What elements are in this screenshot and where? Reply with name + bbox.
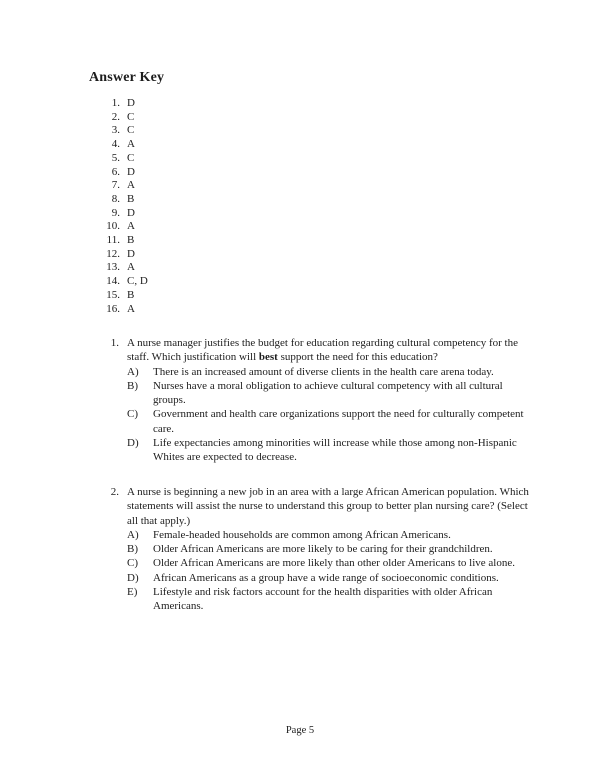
answer-row xyxy=(89,166,148,180)
question-number: 1. xyxy=(110,337,119,349)
answer-row xyxy=(89,303,148,317)
answer-value: B xyxy=(127,288,135,301)
option-text: Female-headed households are common among African Americans. xyxy=(153,528,451,541)
option-row xyxy=(127,379,537,408)
answer-value: A xyxy=(127,220,135,233)
answer-row xyxy=(89,179,148,193)
answer-value: C xyxy=(127,151,135,164)
option-letter: A) xyxy=(127,528,139,541)
answer-row xyxy=(89,207,148,221)
answer-value: B xyxy=(127,192,135,205)
answer-value: D xyxy=(127,165,135,178)
answer-number: 2. xyxy=(111,110,120,123)
answer-number: 1. xyxy=(111,97,120,109)
answer-number: 9. xyxy=(111,206,120,219)
option-letter: B) xyxy=(127,543,138,556)
stem-text-before: A nurse manager justifies the budget for education regarding cultural competency for the staff. Which justification will xyxy=(127,337,518,364)
answer-row xyxy=(89,138,148,152)
answer-row xyxy=(89,234,148,248)
option-row xyxy=(127,556,537,570)
option-text: African Americans as a group have a wide range of socioeconomic conditions. xyxy=(153,571,499,584)
answer-row xyxy=(89,248,148,262)
question-body xyxy=(127,485,537,614)
option-letter: E) xyxy=(127,586,138,599)
answer-number: 12. xyxy=(106,247,120,260)
stem-text-before: A nurse is beginning a new job in an area with a large African American population. Which statements will assist the nurse to understand this group to better plan nursing care? (Select all that apply.) xyxy=(127,486,529,527)
answer-row xyxy=(89,220,148,234)
answer-value: D xyxy=(127,247,135,260)
answer-row xyxy=(89,289,148,303)
answer-number: 11. xyxy=(106,234,120,247)
answer-row xyxy=(89,124,148,138)
option-row xyxy=(127,436,537,465)
answer-value: A xyxy=(127,302,135,315)
answer-number: 16. xyxy=(106,302,120,315)
answer-value: C xyxy=(127,124,135,137)
option-row xyxy=(127,365,537,379)
answer-key-list xyxy=(89,97,148,316)
answer-number: 5. xyxy=(111,151,120,164)
option-letter: D) xyxy=(127,571,139,584)
question-body xyxy=(127,336,537,465)
option-text: Nurses have a moral obligation to achieve cultural competency with all cultural groups. xyxy=(153,379,503,407)
answer-number: 8. xyxy=(111,192,120,205)
answer-number: 6. xyxy=(111,165,120,178)
answer-row xyxy=(89,193,148,207)
question-number: 2. xyxy=(110,486,119,498)
answer-number: 13. xyxy=(106,261,120,274)
option-row xyxy=(127,585,537,614)
option-text: Older African Americans are more likely to be caring for their grandchildren. xyxy=(153,543,493,556)
answer-number: 15. xyxy=(106,288,120,301)
answer-number: 3. xyxy=(111,124,120,137)
option-letter: B) xyxy=(127,379,138,392)
answer-row xyxy=(89,261,148,275)
option-row xyxy=(127,571,537,585)
answer-value: D xyxy=(127,206,135,219)
option-letter: C) xyxy=(127,557,138,570)
answer-row xyxy=(89,275,148,289)
options-list xyxy=(127,365,537,465)
answer-row xyxy=(89,152,148,166)
answer-key-heading: Answer Key xyxy=(89,70,165,85)
question-2 xyxy=(100,485,537,614)
answer-value: D xyxy=(127,97,135,109)
answer-value: C, D xyxy=(127,275,148,288)
question-stem xyxy=(127,336,537,365)
option-letter: A) xyxy=(127,365,139,378)
question-1 xyxy=(100,336,537,465)
option-row xyxy=(127,407,537,436)
page-number: Page 5 xyxy=(285,725,315,736)
answer-value: A xyxy=(127,261,135,274)
option-row xyxy=(127,528,537,542)
option-text: Life expectancies among minorities will increase while those among non-Hispanic Whites are expected to decrease. xyxy=(153,437,517,464)
option-text: Government and health care organizations support the need for culturally competent care. xyxy=(153,408,524,435)
answer-value: C xyxy=(127,110,135,123)
option-text: Older African Americans are more likely than other older Americans to live alone. xyxy=(153,557,515,570)
option-row xyxy=(127,542,537,556)
answer-row xyxy=(89,111,148,125)
stem-text-after: support the need for this education? xyxy=(277,351,438,364)
answer-number: 4. xyxy=(111,138,120,151)
answer-number: 14. xyxy=(106,275,120,288)
option-text: Lifestyle and risk factors account for the health disparities with older African Americans. xyxy=(153,586,493,613)
option-letter: D) xyxy=(127,437,139,450)
answer-value: B xyxy=(127,234,135,247)
answer-row xyxy=(89,97,148,111)
answer-value: A xyxy=(127,138,135,151)
option-text: There is an increased amount of diverse clients in the health care arena today. xyxy=(153,365,494,378)
option-letter: C) xyxy=(127,408,138,421)
answer-value: A xyxy=(127,179,135,192)
stem-bold-text: best xyxy=(258,351,278,364)
question-stem xyxy=(127,485,537,528)
answer-number: 7. xyxy=(111,179,120,192)
answer-number: 10. xyxy=(106,220,120,233)
options-list xyxy=(127,528,537,614)
